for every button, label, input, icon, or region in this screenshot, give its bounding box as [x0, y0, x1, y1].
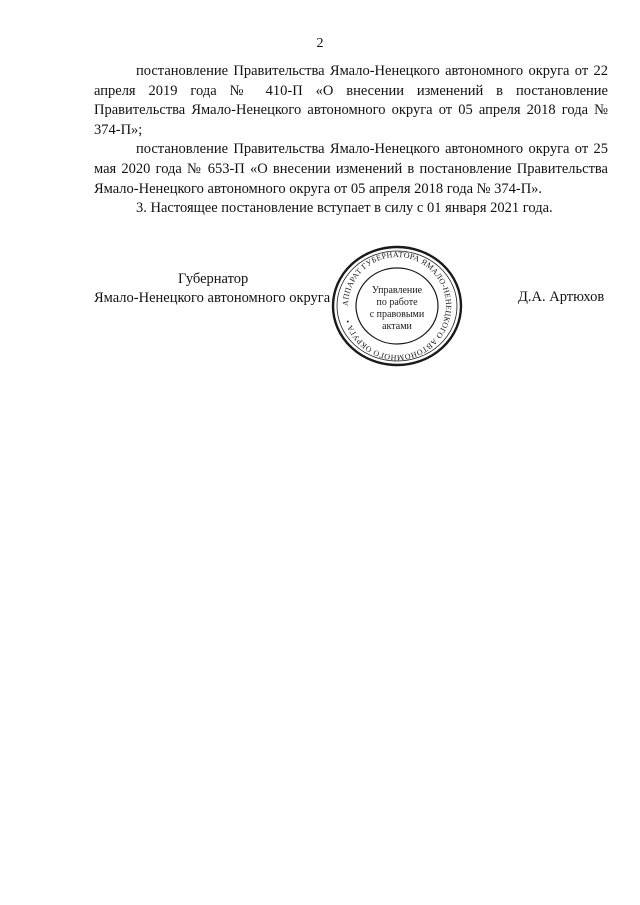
seal-ring-text: АППАРАТ ГУБЕРНАТОРА ЯМАЛО-НЕНЕЦКОГО АВТОНОМНОГО ОКРУГА • [340, 249, 454, 363]
signature-title [94, 270, 334, 308]
paragraph-effective-date: 3. Настоящее постановление вступает в силу с 01 января 2021 года. [136, 200, 553, 217]
document-body [94, 62, 608, 219]
page-number: 2 [316, 36, 324, 51]
seal-center-line-2: по работе [376, 297, 418, 308]
official-seal [330, 244, 464, 368]
seal-center-line-3: с правовыми [369, 309, 425, 320]
paragraph-amendment-2020: постановление Правительства Ямало-Ненецкого автономного округа от 25 мая 2020 года № 653-П «О внесении изменений в постановление Правительства Ямало-Ненецкого автономного округа от 05 апреля 2018 года № 374-П». [94, 141, 608, 197]
signature-name: Д.А. Артюхов [518, 289, 605, 305]
seal-center-line-4: актами [382, 321, 412, 332]
signature-title-line1: Губернатор [178, 271, 249, 287]
paragraph-amendment-2019: постановление Правительства Ямало-Ненецкого автономного округа от 22 апреля 2019 года № 410-П «О внесении изменений в постановление Правительства Ямало-Ненецкого автономного округа от 05 апреля 2018 года № 374-П»; [94, 63, 608, 138]
seal-center-line-1: Управление [371, 285, 423, 296]
signature-title-line2: Ямало-Ненецкого автономного округа [94, 290, 331, 306]
